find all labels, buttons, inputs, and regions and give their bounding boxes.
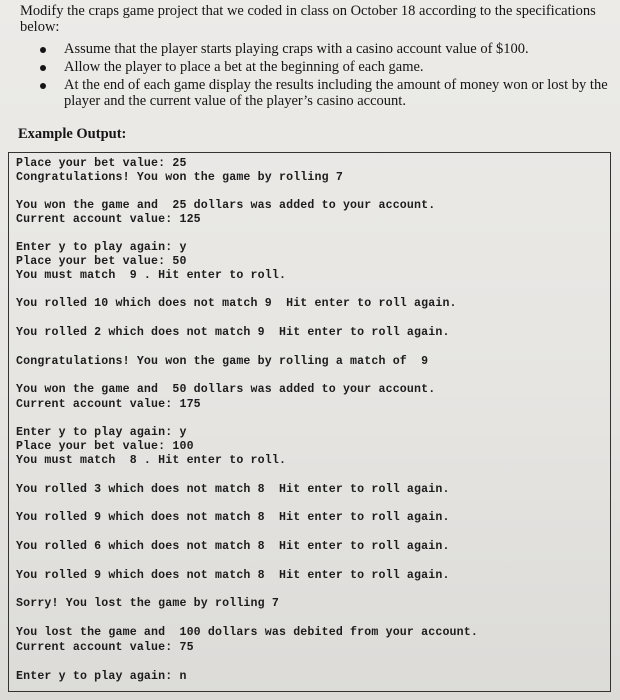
output-line: Current account value: 75 <box>16 641 194 654</box>
example-output-box <box>8 152 611 692</box>
list-item <box>40 77 618 109</box>
output-line: Enter y to play again: y <box>16 241 187 254</box>
output-line: Current account value: 125 <box>16 213 201 226</box>
output-line: Place your bet value: 100 <box>16 440 194 453</box>
list-item-text: At the end of each game display the results including the amount of money won or lost by the player and the current value of the player’s casino account. <box>64 77 608 109</box>
bullet-icon <box>40 83 46 89</box>
output-line: You rolled 3 which does not match 8 Hit enter to roll again. <box>16 483 450 496</box>
output-line: You rolled 10 which does not match 9 Hit enter to roll again. <box>16 297 457 310</box>
requirements-list <box>40 41 618 109</box>
output-line: Place your bet value: 50 <box>16 255 187 268</box>
list-item-text: Assume that the player starts playing craps with a casino account value of $100. <box>64 41 529 57</box>
output-line: Congratulations! You won the game by rolling a match of 9 <box>16 355 429 368</box>
output-line: Sorry! You lost the game by rolling 7 <box>16 597 279 610</box>
output-line: Congratulations! You won the game by rolling 7 <box>16 171 343 184</box>
output-line: You must match 8 . Hit enter to roll. <box>16 454 287 467</box>
output-line: You rolled 2 which does not match 9 Hit enter to roll again. <box>16 326 450 339</box>
list-item <box>40 41 618 59</box>
output-line: Enter y to play again: y <box>16 426 187 439</box>
output-line: Enter y to play again: n <box>16 670 187 683</box>
list-item-text: Allow the player to place a bet at the beginning of each game. <box>64 59 424 75</box>
output-line: Current account value: 175 <box>16 398 201 411</box>
list-item <box>40 59 618 77</box>
output-line: You must match 9 . Hit enter to roll. <box>16 269 287 282</box>
output-line: You rolled 9 which does not match 8 Hit enter to roll again. <box>16 511 450 524</box>
bullet-icon <box>40 65 46 71</box>
output-line: You lost the game and 100 dollars was debited from your account. <box>16 626 478 639</box>
output-line: Place your bet value: 25 <box>16 157 187 170</box>
example-output-heading: Example Output: <box>18 126 127 142</box>
output-line: You won the game and 50 dollars was added to your account. <box>16 383 436 396</box>
output-line: You rolled 6 which does not match 8 Hit enter to roll again. <box>16 540 450 553</box>
intro-text: Modify the craps game project that we coded in class on October 18 according to the specifications below: <box>20 3 596 35</box>
output-line: You won the game and 25 dollars was added to your account. <box>16 199 436 212</box>
output-line: You rolled 9 which does not match 8 Hit enter to roll again. <box>16 569 450 582</box>
bullet-icon <box>40 47 46 53</box>
